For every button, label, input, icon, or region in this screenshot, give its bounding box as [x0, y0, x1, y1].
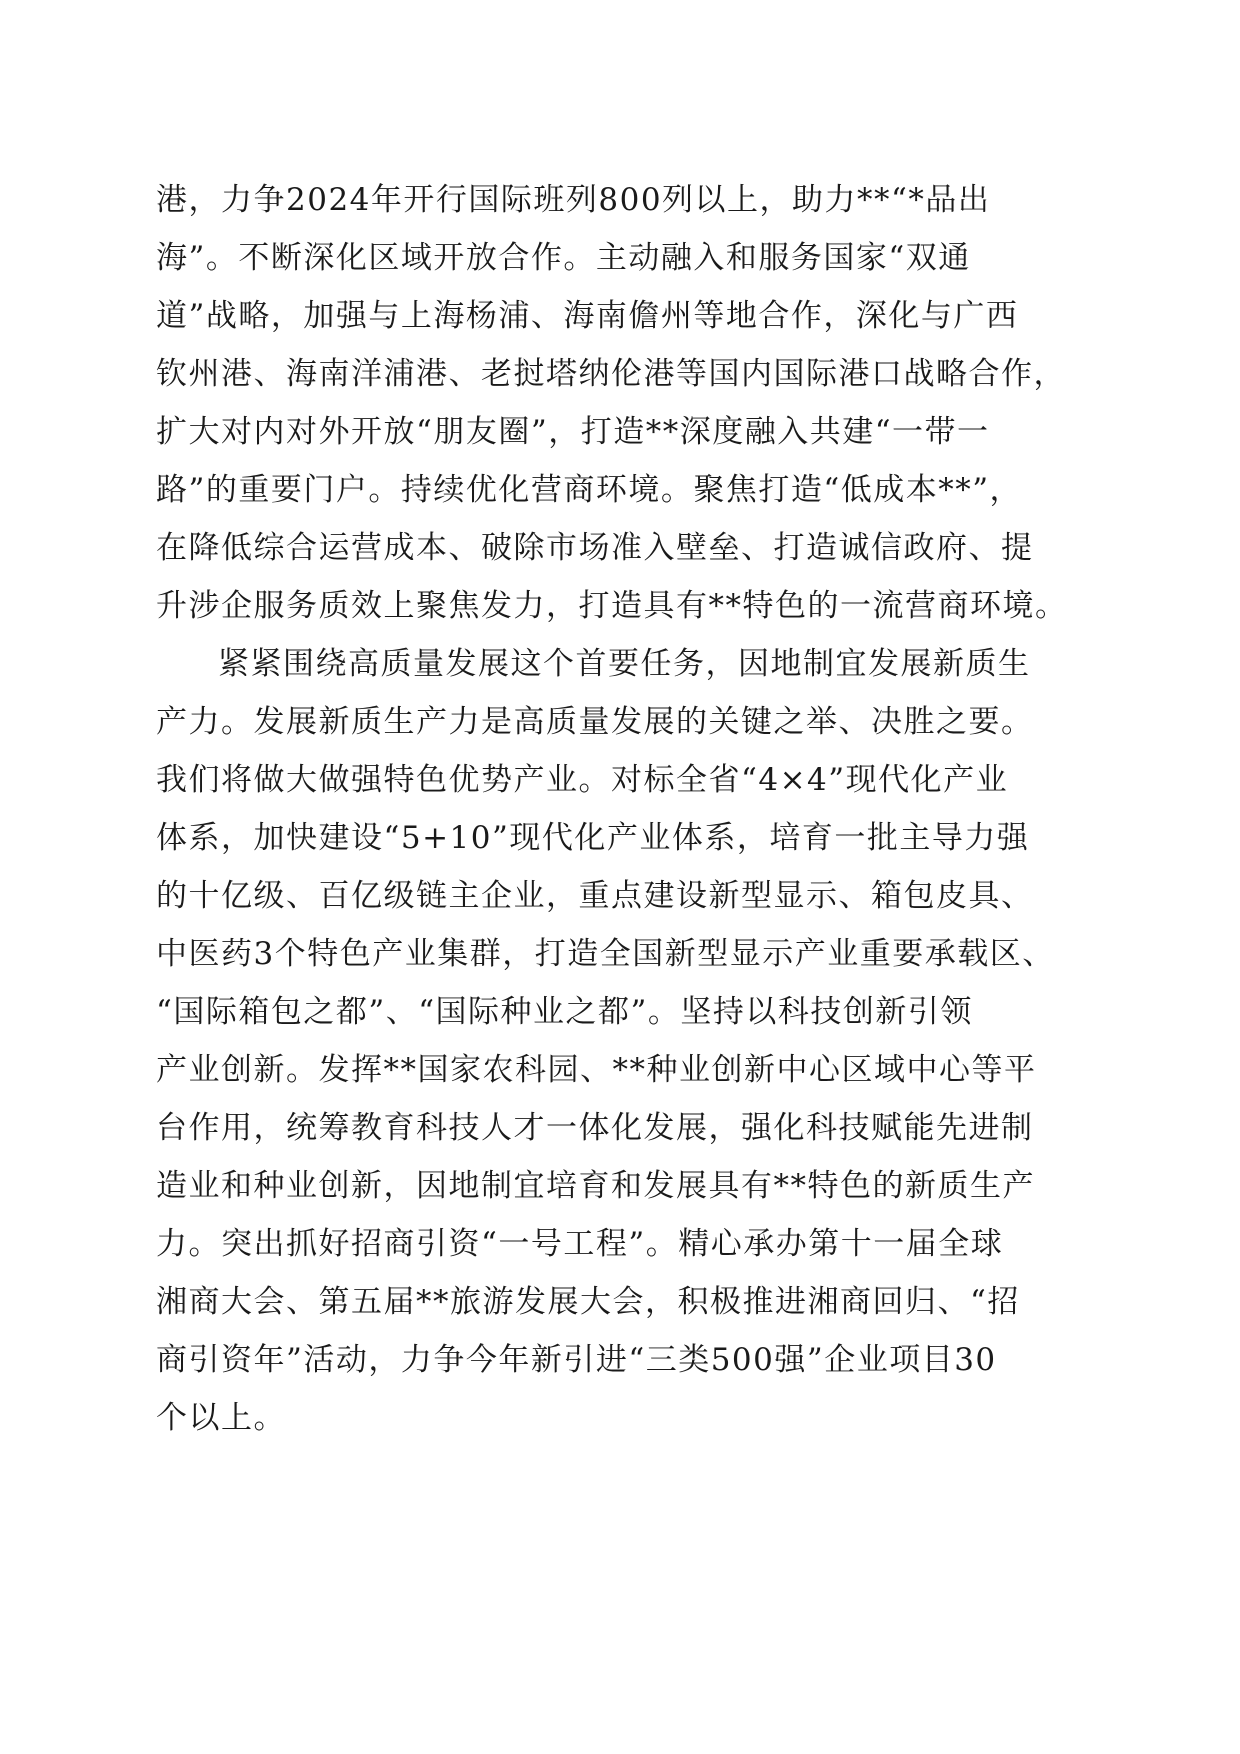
text-line: 港，力争2024年开行国际班列800列以上，助力**“*品出	[156, 182, 991, 218]
text-line: 扩大对内对外开放“朋友圈”，打造**深度融入共建“一带一	[156, 414, 990, 450]
text-line: 海”。不断深化区域开放合作。主动融入和服务国家“双通	[156, 240, 971, 276]
text-line: 商引资年”活动，力争今年新引进“三类500强”企业项目30	[156, 1342, 997, 1378]
text-line: 力。突出抓好招商引资“一号工程”。精心承办第十一届全球	[156, 1226, 1004, 1262]
text-line: 道”战略，加强与上海杨浦、海南儋州等地合作，深化与广西	[156, 298, 1019, 334]
text-line: 中医药3个特色产业集群，打造全国新型显示产业重要承载区、	[156, 936, 1055, 972]
text-line: 湘商大会、第五届**旅游发展大会，积极推进湘商回归、“招	[156, 1284, 1020, 1320]
text-line: 体系，加快建设“5+10”现代化产业体系，培育一批主导力强	[156, 820, 1030, 856]
text-line: 产力。发展新质生产力是高质量发展的关键之举、决胜之要。	[156, 704, 1034, 740]
text-line: 产业创新。发挥**国家农科园、**种业创新中心区域中心等平	[156, 1052, 1037, 1088]
text-line: 个以上。	[156, 1400, 286, 1436]
text-line: 我们将做大做强特色优势产业。对标全省“4×4”现代化产业	[156, 762, 1009, 798]
text-line: 造业和种业创新，因地制宜培育和发展具有**特色的新质生产	[156, 1168, 1035, 1204]
text-line: 升涉企服务质效上聚焦发力，打造具有**特色的一流营商环境。	[156, 588, 1068, 624]
text-line: 的十亿级、百亿级链主企业，重点建设新型显示、箱包皮具、	[156, 878, 1034, 914]
text-line: “国际箱包之都”、“国际种业之都”。坚持以科技创新引领	[156, 994, 973, 1030]
text-line: 在降低综合运营成本、破除市场准入壁垒、打造诚信政府、提	[156, 530, 1034, 566]
paragraph-first-line: 紧紧围绕高质量发展这个首要任务，因地制宜发展新质生	[218, 646, 1031, 682]
text-line: 钦州港、海南洋浦港、老挝塔纳伦港等国内国际港口战略合作，	[156, 356, 1066, 392]
text-line: 台作用，统筹教育科技人才一体化发展，强化科技赋能先进制	[156, 1110, 1034, 1146]
text-line: 路”的重要门户。持续优化营商环境。聚焦打造“低成本**”，	[156, 472, 1023, 508]
